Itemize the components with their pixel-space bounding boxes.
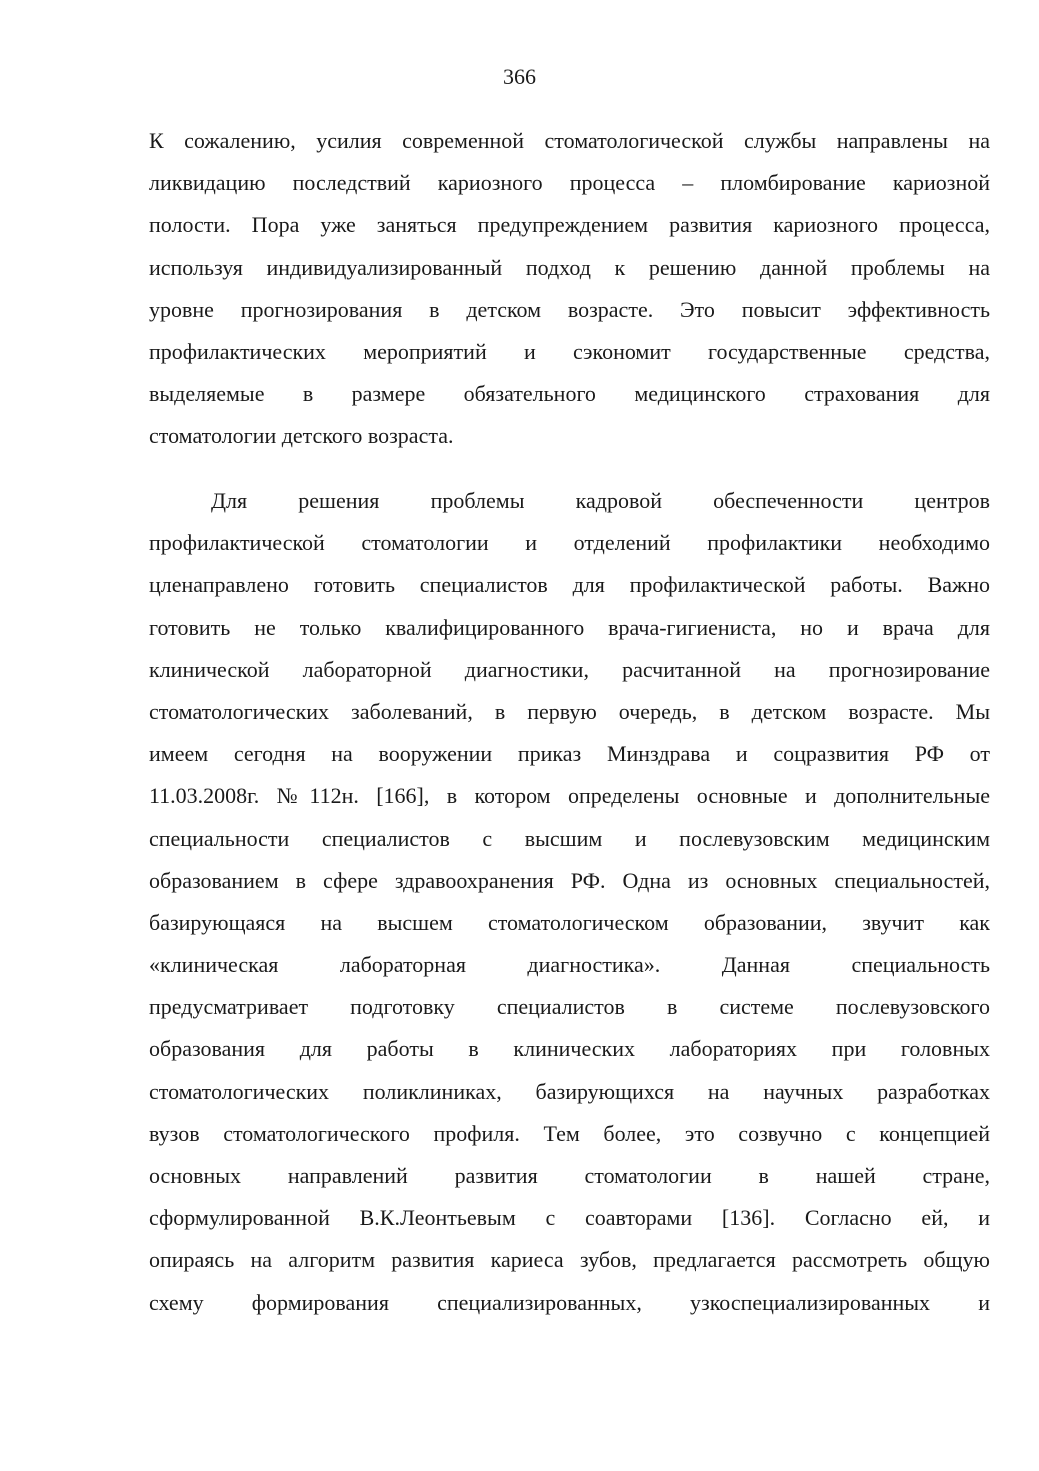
text-line: уровне прогнозирования в детском возрасте. Это повысит эффективность [149,296,990,322]
page-number: 366 [503,64,536,89]
text-line: ликвидацию последствий кариозного процесса – пломбирование кариозной [149,170,990,196]
text-line: профилактической стоматологии и отделений профилактики необходимо [149,530,990,556]
text-line: К сожалению, усилия современной стоматологической службы направлены на [149,128,990,153]
text-line: цленаправлено готовить специалистов для профилактической работы. Важно [149,572,990,598]
text-line: используя индивидуализированный подход к решению данной проблемы на [149,254,990,280]
text-line: стоматологии детского возраста. [149,423,454,449]
text-line: 11.03.2008г. №112н. [166], в котором определены основные и дополнительные [149,783,990,809]
paragraph-2 [149,480,990,1324]
text-line: вузов стоматологического профиля. Тем более, это созвучно с концепцией [149,1120,990,1146]
text-line: образования для работы в клинических лабораториях при головных [149,1036,990,1062]
text-line: опираясь на алгоритм развития кариеса зубов, предлагается рассмотреть общую [149,1247,990,1273]
text-line: схему формирования специализированных, узкоспециализированных и [149,1289,990,1315]
text-line: стоматологических поликлиниках, базирующихся на научных разработках [149,1078,990,1104]
text-line: предусматривает подготовку специалистов в системе послевузовского [149,994,990,1020]
text-line: клинической лабораторной диагностики, расчитанной на прогнозирование [149,656,990,682]
text-line: «клиническая лабораторная диагностика». Данная специальность [149,952,990,978]
paragraph-1 [149,120,990,458]
text-line: основных направлений развития стоматологии в нашей стране, [149,1163,990,1188]
text-line: сформулированной В.К.Леонтьевым с соавторами [136]. Согласно ей, и [149,1205,990,1231]
text-line: имеем сегодня на вооружении приказ Минздрава и соцразвития РФ от [149,741,990,767]
text-line: профилактических мероприятий и сэкономит государственные средства, [149,338,990,364]
text-line: готовить не только квалифицированного врача-гигиениста, но и врача для [149,614,990,640]
text-line: выделяемые в размере обязательного медицинского страхования для [149,381,990,407]
text-line: полости. Пора уже заняться предупреждением развития кариозного процесса, [149,212,990,238]
text-line: стоматологических заболеваний, в первую очередь, в детском возрасте. Мы [149,698,990,724]
text-line: образованием в сфере здравоохранения РФ. Одна из основных специальностей, [149,867,990,893]
text-line: специальности специалистов с высшим и послевузовским медицинским [149,825,990,851]
text-line: базирующаяся на высшем стоматологическом образовании, звучит как [149,909,990,935]
text-line: Для решения проблемы кадровой обеспеченности центров [211,488,990,513]
